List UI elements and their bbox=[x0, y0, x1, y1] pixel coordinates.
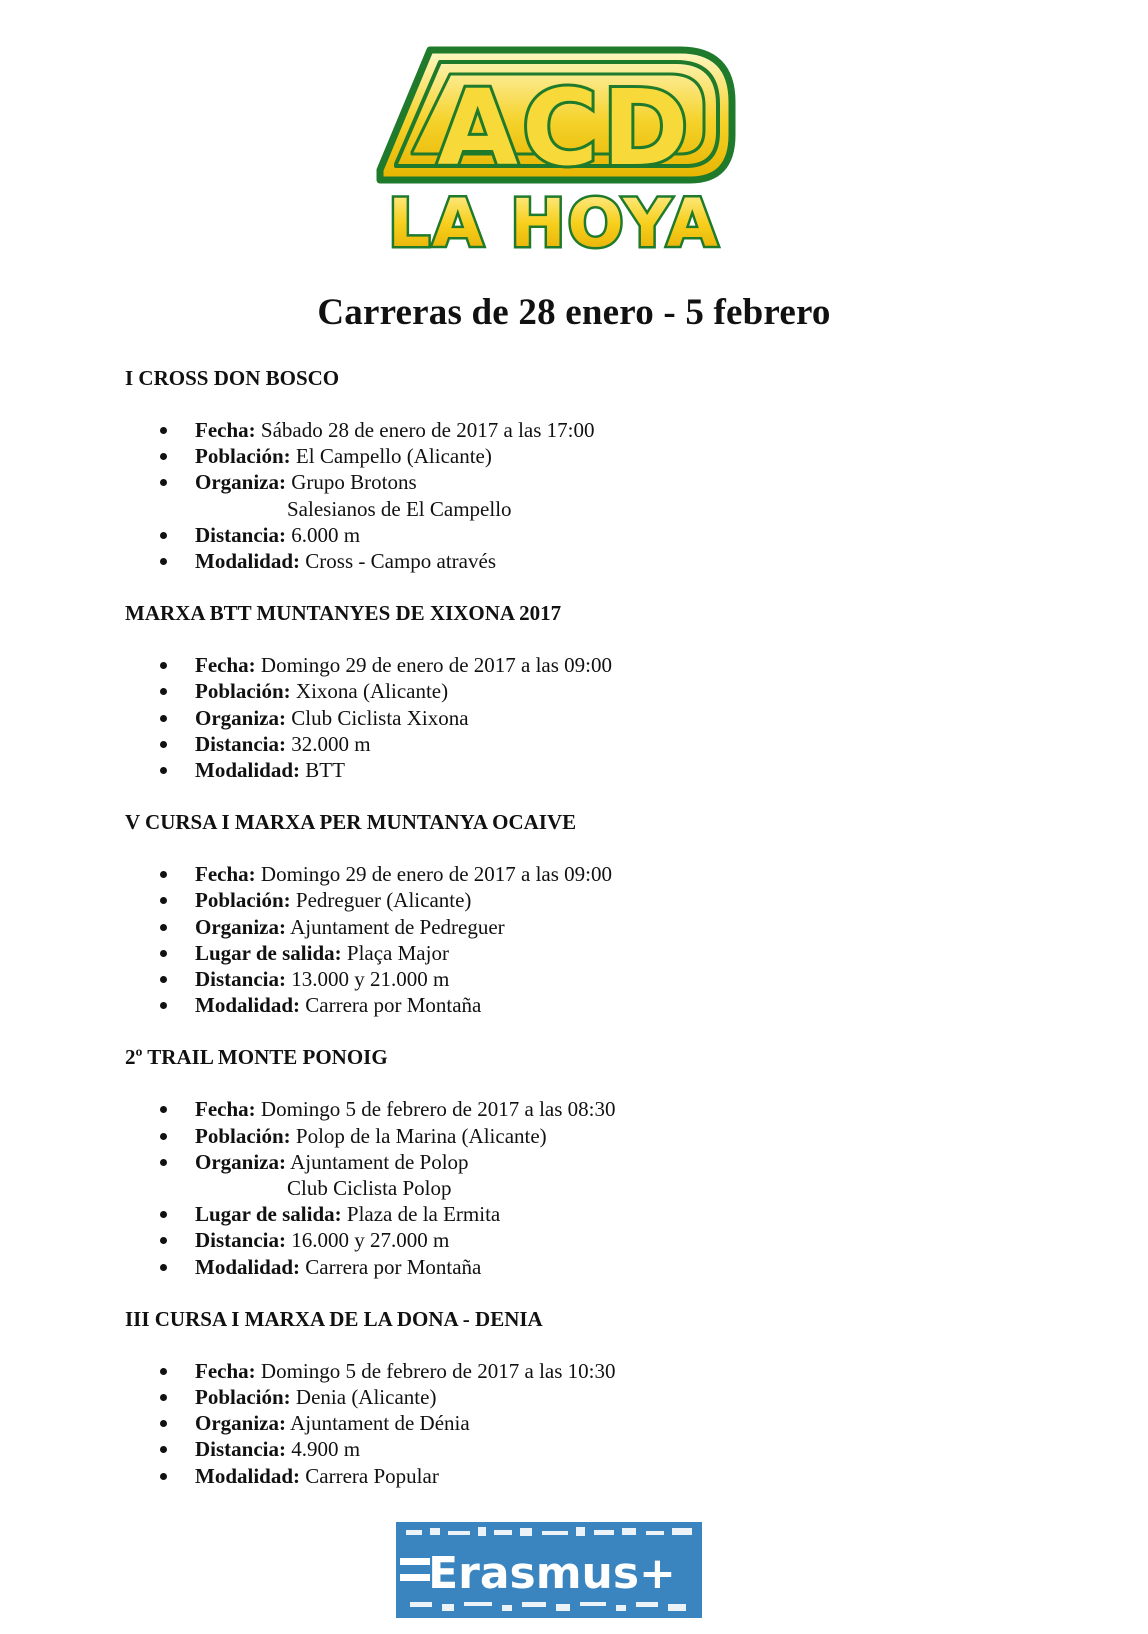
detail-label: Organiza: bbox=[195, 705, 286, 730]
detail-value: El Campello (Alicante) bbox=[295, 444, 492, 469]
bullet-icon bbox=[160, 558, 167, 565]
detail-label: Distancia: bbox=[195, 967, 286, 992]
bullet-icon bbox=[160, 976, 167, 983]
race-title: III CURSA I MARXA DE LA DONA - DENIA bbox=[125, 1306, 543, 1331]
bullet-icon bbox=[160, 1473, 167, 1480]
detail-label: Organiza: bbox=[195, 1149, 286, 1174]
list-item bbox=[125, 705, 1085, 731]
race-section bbox=[125, 365, 1085, 574]
detail-label: Modalidad: bbox=[195, 1254, 301, 1279]
detail-label: Población: bbox=[195, 1385, 291, 1410]
race-details-list bbox=[125, 417, 1085, 574]
detail-value: Domingo 5 de febrero de 2017 a las 08:30 bbox=[260, 1097, 616, 1122]
list-item bbox=[125, 548, 1085, 574]
detail-value: Ajuntament de Dénia bbox=[290, 1411, 470, 1436]
race-list bbox=[125, 365, 1085, 1515]
list-item bbox=[125, 1123, 1085, 1149]
list-item bbox=[125, 469, 1085, 521]
list-item bbox=[125, 757, 1085, 783]
detail-label: Fecha: bbox=[195, 653, 256, 678]
detail-value: 16.000 y 27.000 m bbox=[291, 1228, 450, 1253]
race-section bbox=[125, 600, 1085, 783]
detail-label: Modalidad: bbox=[195, 1463, 301, 1488]
race-details-list bbox=[125, 861, 1085, 1018]
list-item bbox=[125, 417, 1085, 443]
detail-value: Ajuntament de Polop bbox=[290, 1149, 469, 1174]
detail-label: Población: bbox=[195, 1123, 291, 1148]
race-section bbox=[125, 809, 1085, 1018]
detail-label: Modalidad: bbox=[195, 549, 301, 574]
detail-label: Población: bbox=[195, 888, 291, 913]
list-item bbox=[125, 1384, 1085, 1410]
detail-value: Xixona (Alicante) bbox=[295, 679, 449, 704]
list-item bbox=[125, 1358, 1085, 1384]
list-item bbox=[125, 1096, 1085, 1122]
detail-value-extra: Salesianos de El Campello bbox=[287, 496, 512, 521]
list-item bbox=[125, 652, 1085, 678]
detail-value: Domingo 29 de enero de 2017 a las 09:00 bbox=[260, 862, 612, 887]
bullet-icon bbox=[160, 1368, 167, 1375]
detail-label: Modalidad: bbox=[195, 758, 301, 783]
detail-label: Lugar de salida: bbox=[195, 940, 342, 965]
bullet-icon bbox=[160, 1264, 167, 1271]
detail-label: Fecha: bbox=[195, 862, 256, 887]
list-item bbox=[125, 1463, 1085, 1489]
bullet-icon bbox=[160, 715, 167, 722]
bullet-icon bbox=[160, 1446, 167, 1453]
list-item bbox=[125, 1410, 1085, 1436]
detail-value: Domingo 29 de enero de 2017 a las 09:00 bbox=[260, 653, 612, 678]
detail-label: Organiza: bbox=[195, 470, 286, 495]
acd-la-hoya-logo bbox=[360, 40, 750, 260]
race-details-list bbox=[125, 1358, 1085, 1489]
list-item bbox=[125, 966, 1085, 992]
detail-value-extra: Club Ciclista Polop bbox=[287, 1176, 452, 1201]
bullet-icon bbox=[160, 1133, 167, 1140]
logo-acd-text: ACD bbox=[437, 67, 693, 189]
bullet-icon bbox=[160, 767, 167, 774]
list-item bbox=[125, 992, 1085, 1018]
detail-value: Carrera por Montaña bbox=[305, 1254, 482, 1279]
detail-label: Población: bbox=[195, 444, 291, 469]
detail-label: Distancia: bbox=[195, 1437, 286, 1462]
list-item bbox=[125, 522, 1085, 548]
detail-label: Lugar de salida: bbox=[195, 1202, 342, 1227]
erasmus-text: Erasmus+ bbox=[428, 1548, 676, 1599]
bullet-icon bbox=[160, 924, 167, 931]
detail-label: Distancia: bbox=[195, 731, 286, 756]
list-item bbox=[125, 1149, 1085, 1201]
race-title: I CROSS DON BOSCO bbox=[125, 366, 340, 390]
logo-la-hoya-text: LA HOYA bbox=[388, 185, 720, 260]
race-section bbox=[125, 1306, 1085, 1489]
list-item bbox=[125, 1436, 1085, 1462]
detail-label: Población: bbox=[195, 679, 291, 704]
bullet-icon bbox=[160, 1159, 167, 1166]
bullet-icon bbox=[160, 741, 167, 748]
detail-label: Fecha: bbox=[195, 1097, 256, 1122]
race-title: V CURSA I MARXA PER MUNTANYA OCAIVE bbox=[125, 810, 577, 835]
bullet-icon bbox=[160, 1002, 167, 1009]
detail-value: Grupo Brotons bbox=[291, 470, 417, 495]
race-details-list bbox=[125, 1096, 1085, 1279]
detail-value: Denia (Alicante) bbox=[295, 1385, 437, 1410]
list-item bbox=[125, 443, 1085, 469]
detail-value: 4.900 m bbox=[291, 1437, 361, 1462]
detail-value: Ajuntament de Pedreguer bbox=[290, 914, 505, 939]
detail-value: BTT bbox=[305, 758, 345, 783]
detail-label: Modalidad: bbox=[195, 993, 301, 1018]
list-item bbox=[125, 914, 1085, 940]
detail-value: Plaza de la Ermita bbox=[346, 1202, 501, 1227]
list-item bbox=[125, 887, 1085, 913]
bullet-icon bbox=[160, 1420, 167, 1427]
detail-label: Organiza: bbox=[195, 1411, 286, 1436]
detail-value: Pedreguer (Alicante) bbox=[295, 888, 472, 913]
detail-label: Distancia: bbox=[195, 1228, 286, 1253]
bullet-icon bbox=[160, 688, 167, 695]
bullet-icon bbox=[160, 479, 167, 486]
list-item bbox=[125, 678, 1085, 704]
detail-value: Club Ciclista Xixona bbox=[291, 705, 469, 730]
bullet-icon bbox=[160, 427, 167, 434]
detail-label: Organiza: bbox=[195, 914, 286, 939]
list-item bbox=[125, 731, 1085, 757]
race-section bbox=[125, 1044, 1085, 1279]
bullet-icon bbox=[160, 532, 167, 539]
bullet-icon bbox=[160, 950, 167, 957]
bullet-icon bbox=[160, 1211, 167, 1218]
race-title: 2º TRAIL MONTE PONOIG bbox=[125, 1045, 388, 1070]
race-title: MARXA BTT MUNTANYES DE XIXONA 2017 bbox=[125, 601, 562, 626]
detail-value: Cross - Campo através bbox=[305, 549, 496, 574]
page-title: Carreras de 28 enero - 5 febrero bbox=[317, 292, 831, 333]
list-item bbox=[125, 861, 1085, 887]
detail-label: Fecha: bbox=[195, 1358, 256, 1383]
list-item bbox=[125, 940, 1085, 966]
detail-value: Sábado 28 de enero de 2017 a las 17:00 bbox=[260, 418, 595, 442]
bullet-icon bbox=[160, 662, 167, 669]
detail-value: Domingo 5 de febrero de 2017 a las 10:30 bbox=[260, 1358, 616, 1383]
bullet-icon bbox=[160, 871, 167, 878]
detail-value: 32.000 m bbox=[291, 731, 371, 756]
list-item bbox=[125, 1254, 1085, 1280]
bullet-icon bbox=[160, 453, 167, 460]
bullet-icon bbox=[160, 1237, 167, 1244]
detail-label: Distancia: bbox=[195, 522, 286, 547]
detail-label: Fecha: bbox=[195, 418, 256, 442]
detail-value: 6.000 m bbox=[291, 522, 361, 547]
list-item bbox=[125, 1201, 1085, 1227]
detail-value: Carrera por Montaña bbox=[305, 993, 482, 1018]
detail-value: 13.000 y 21.000 m bbox=[291, 967, 450, 992]
erasmus-plus-logo bbox=[396, 1522, 702, 1618]
detail-value: Plaça Major bbox=[346, 940, 449, 965]
detail-value: Carrera Popular bbox=[305, 1463, 439, 1488]
bullet-icon bbox=[160, 1106, 167, 1113]
race-details-list bbox=[125, 652, 1085, 783]
detail-value: Polop de la Marina (Alicante) bbox=[295, 1123, 547, 1148]
bullet-icon bbox=[160, 1394, 167, 1401]
list-item bbox=[125, 1227, 1085, 1253]
bullet-icon bbox=[160, 897, 167, 904]
